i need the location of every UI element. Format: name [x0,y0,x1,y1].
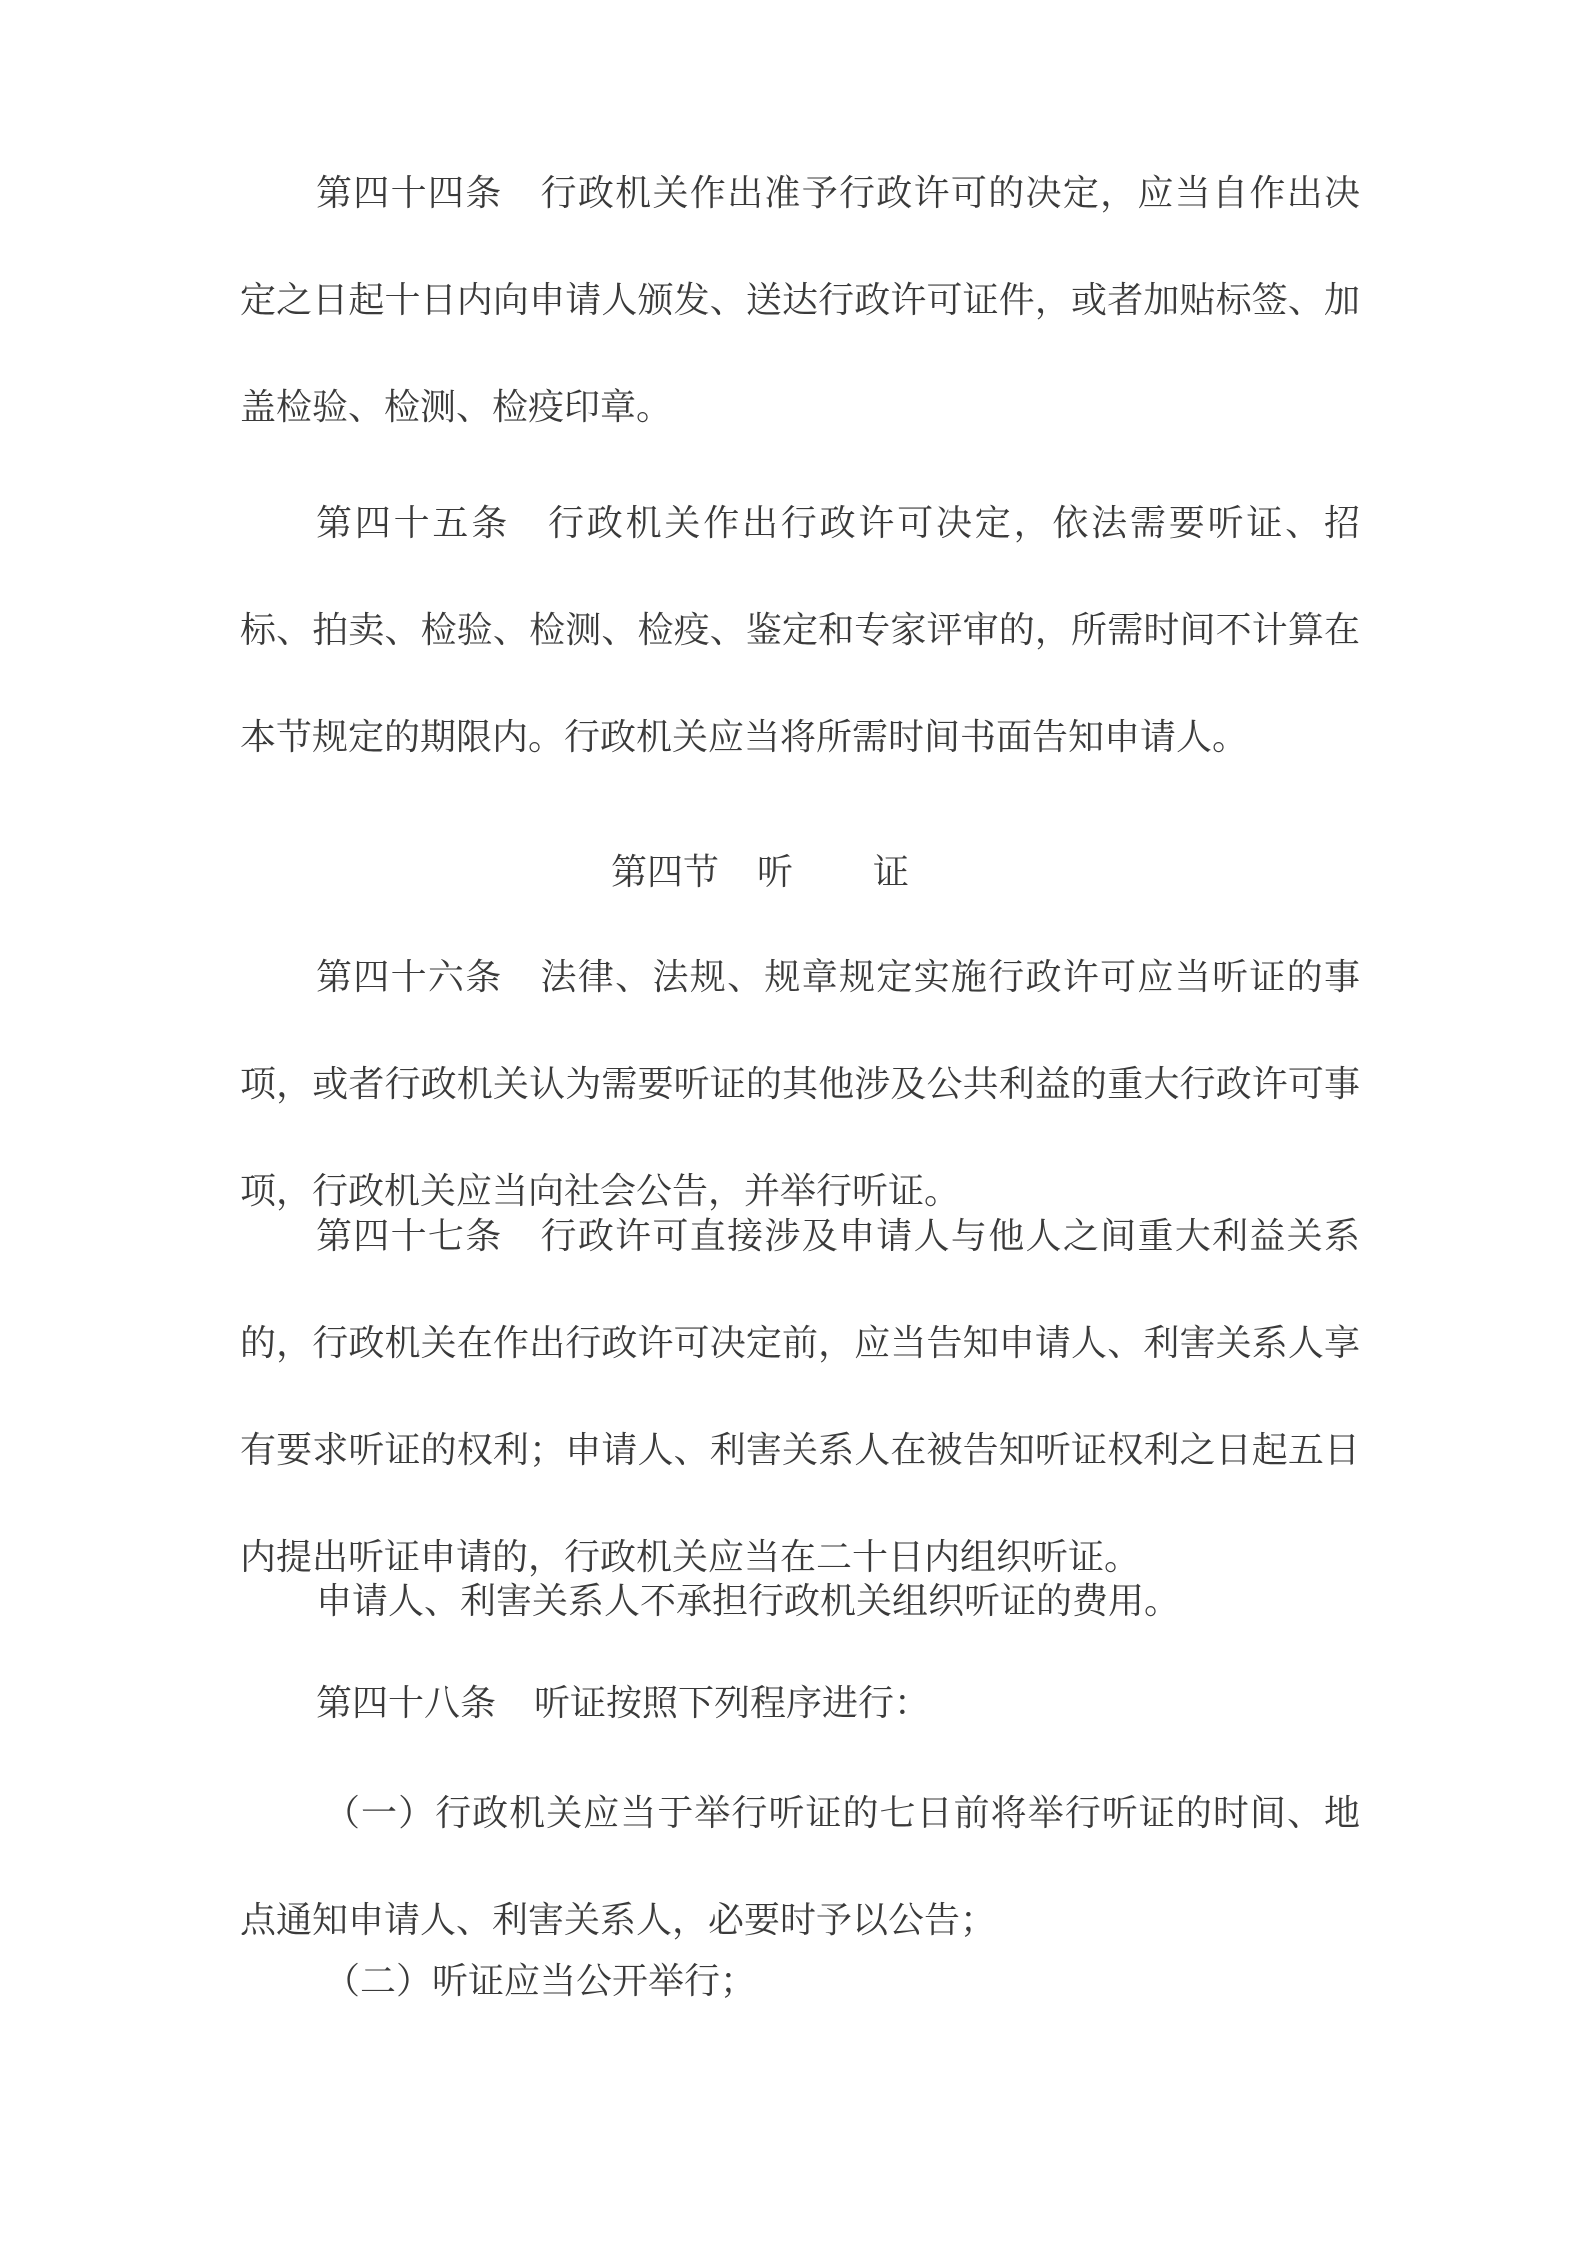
article-44 [240,140,1360,461]
article-46-number: 第四十六条 [316,957,503,998]
article-44-text: 行政机关作出准予行政许可的决定，应当自作出决定之日起十日内向申请人颁发、送达行政许可证件，或者加贴标签、加盖检验、检测、检疫印章。 [240,173,1360,428]
article-47 [240,1183,1360,1611]
article-48-text: 听证按照下列程序进行： [534,1683,931,1724]
section-heading [240,828,1360,918]
section-number: 第四节 [610,852,719,893]
article-47-number: 第四十七条 [316,1216,503,1257]
article-47-paragraph-2: 申请人、利害关系人不承担行政机关组织听证的费用。 [316,1581,1181,1622]
article-45 [240,470,1360,791]
article-44-number: 第四十四条 [316,173,503,214]
article-48-item-1: （一）行政机关应当于举行听证的七日前将举行听证的时间、地点通知申请人、利害关系人，必要时予以公告； [240,1793,1360,1941]
article-48 [240,1650,1360,1757]
article-46-text: 法律、法规、规章规定实施行政许可应当听证的事项，或者行政机关认为需要听证的其他涉及公共利益的重大行政许可事项，行政机关应当向社会公告，并举行听证。 [240,957,1360,1212]
article-48-number: 第四十八条 [316,1683,497,1724]
article-48-item-2: （二）听证应当公开举行； [324,1961,757,2002]
article-45-number: 第四十五条 [316,503,510,544]
section-title: 听证 [757,852,990,893]
article-47-text: 行政许可直接涉及申请人与他人之间重大利益关系的，行政机关在作出行政许可决定前，应当告知申请人、利害关系人享有要求听证的权利；申请人、利害关系人在被告知听证权利之日起五日内提出听证申请的，行政机关应当在二十日内组织听证。 [240,1216,1360,1578]
article-45-text: 行政机关作出行政许可决定，依法需要听证、招标、拍卖、检验、检测、检疫、鉴定和专家评审的，所需时间不计算在本节规定的期限内。行政机关应当将所需时间书面告知申请人。 [240,503,1360,758]
